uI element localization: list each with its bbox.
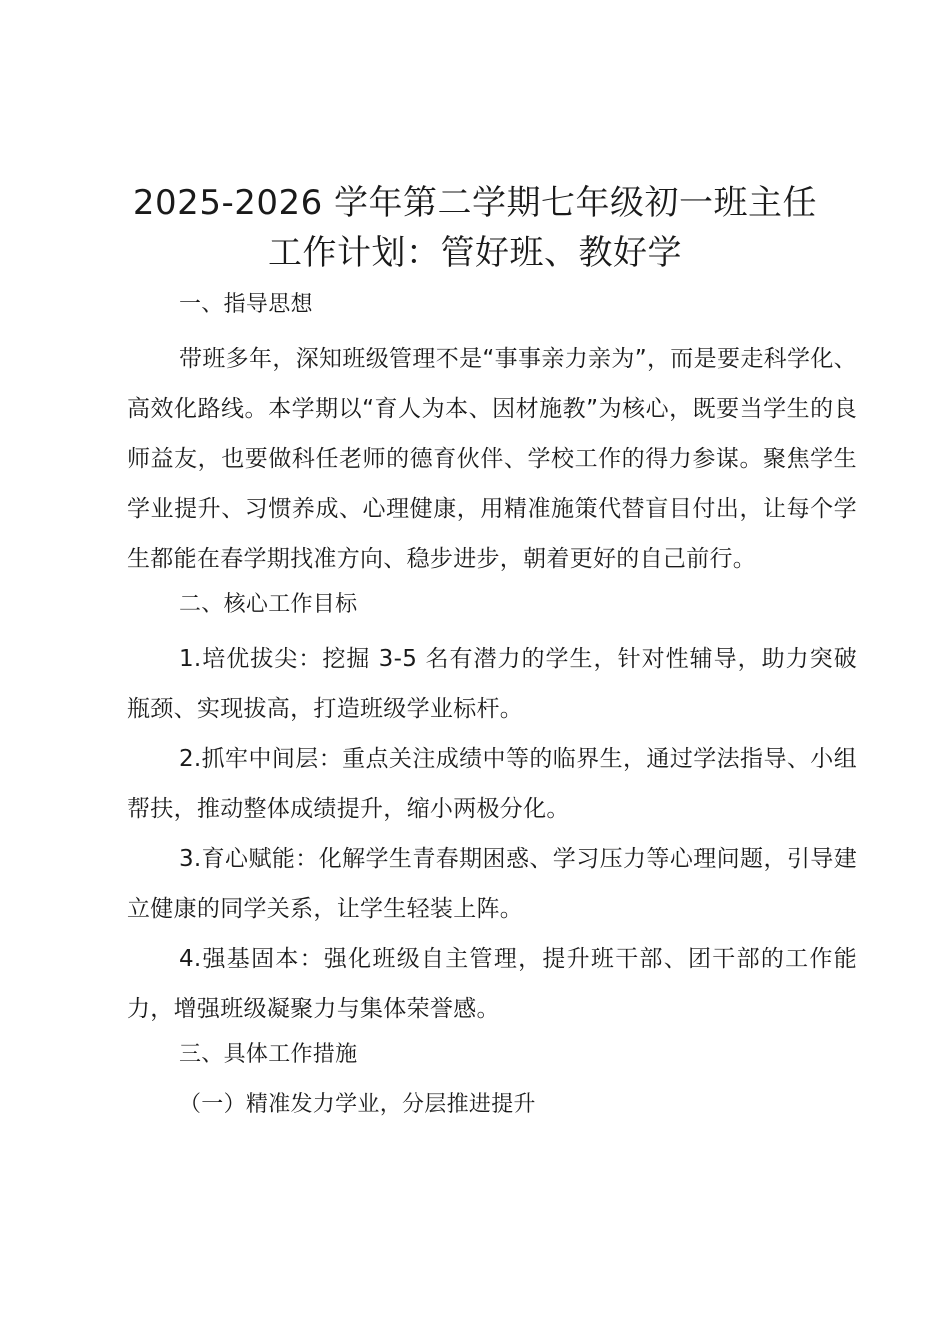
paragraph-goal-4: 4.强基固本：强化班级自主管理，提升班干部、团干部的工作能力，增强班级凝聚力与集体荣誉感。 <box>127 946 857 1022</box>
paragraph-goal-3: 3.育心赋能：化解学生青春期困惑、学习压力等心理问题，引导建立健康的同学关系，让学生轻装上阵。 <box>127 846 857 922</box>
paragraph-guiding-ideas: 带班多年，深知班级管理不是“事事亲力亲为”，而是要走科学化、高效化路线。本学期以“育人为本、因材施教”为核心，既要当学生的良师益友，也要做科任老师的德育伙伴、学校工作的得力参谋。聚焦学生学业提升、习惯养成、心理健康，用精准施策代替盲目付出，让每个学生都能在春学期找准方向、稳步进步，朝着更好的自己前行。 <box>127 346 857 572</box>
section-heading-measures: 三、具体工作措施 <box>179 1042 358 1067</box>
section-heading-core-goals: 二、核心工作目标 <box>179 592 358 617</box>
section-heading-guiding-ideas: 一、指导思想 <box>179 292 313 317</box>
title-line-2: 工作计划：管好班、教好学 <box>268 233 682 273</box>
document-title <box>90 178 860 278</box>
paragraph-goal-1: 1.培优拔尖：挖掘 3-5 名有潜力的学生，针对性辅导，助力突破瓶颈、实现拔高，打造班级学业标杆。 <box>127 646 857 722</box>
document-body <box>127 284 857 1134</box>
subsection-heading-academics: （一）精准发力学业，分层推进提升 <box>179 1092 536 1117</box>
title-line-1: 2025-2026 学年第二学期七年级初一班主任 <box>132 183 818 223</box>
paragraph-goal-2: 2.抓牢中间层：重点关注成绩中等的临界生，通过学法指导、小组帮扶，推动整体成绩提升，缩小两极分化。 <box>127 746 857 822</box>
